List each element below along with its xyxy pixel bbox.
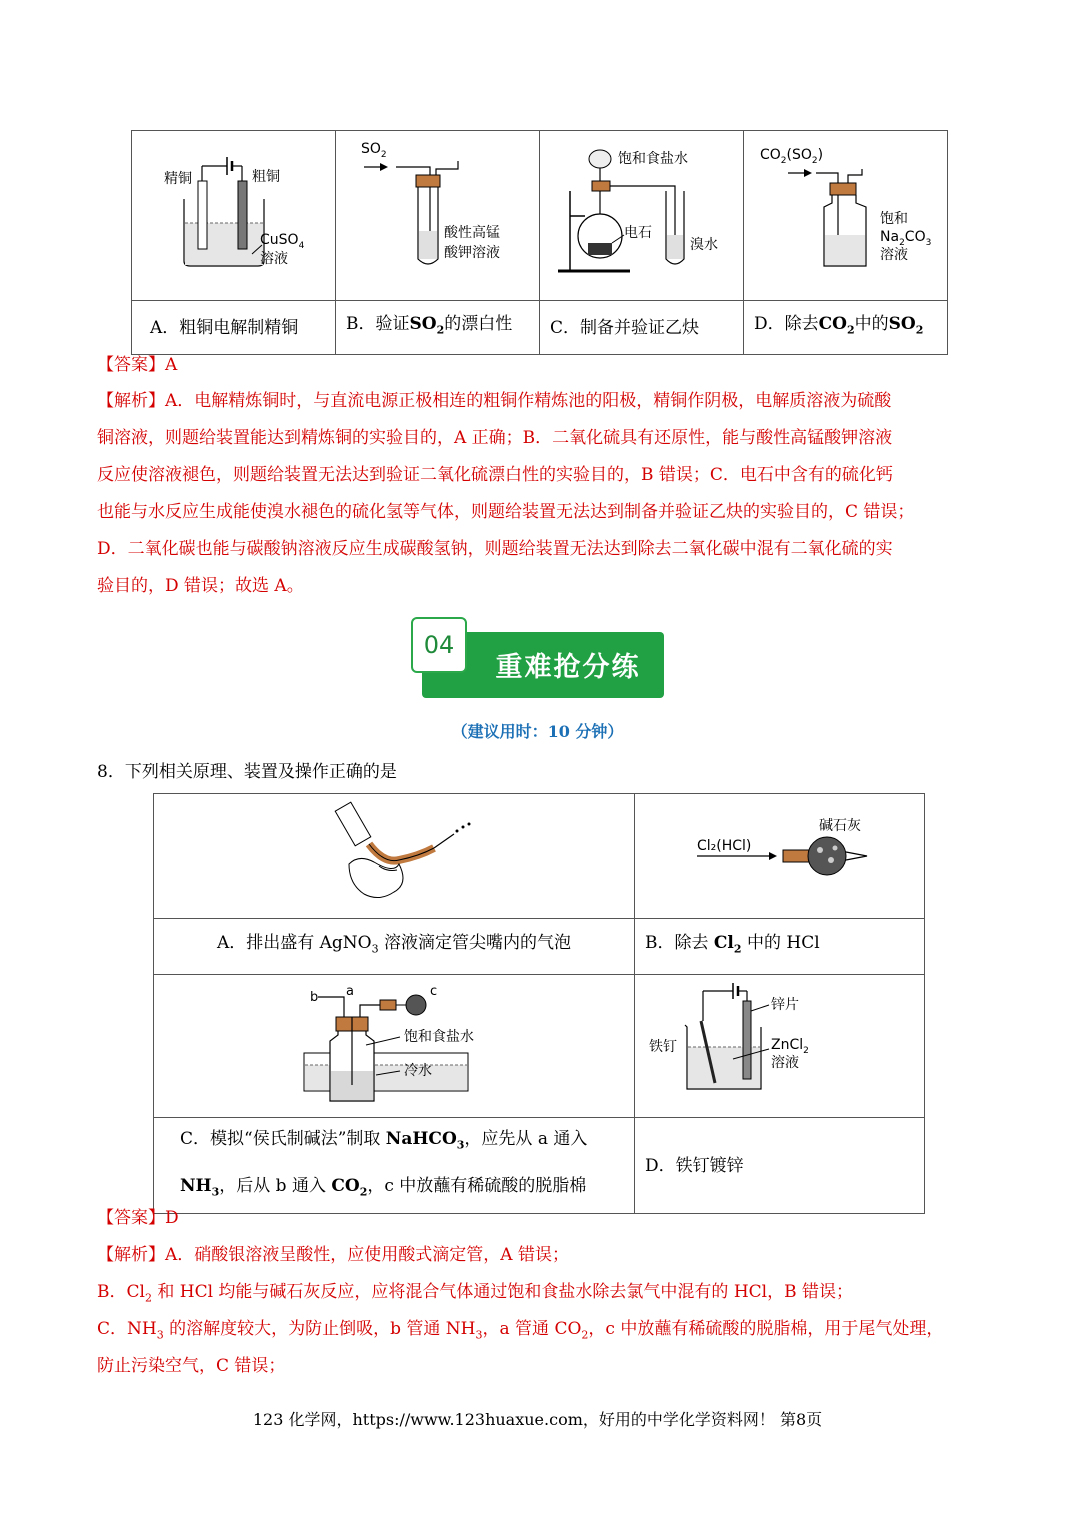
zncl2-solution-label: 溶液 (771, 1055, 799, 1071)
so2-test-tube-figure (336, 131, 539, 296)
q7-analysis-line-3: 反应使溶液褪色，则题给装置无法达到验证二氧化硫漂白性的实验目的，B 错误；C．电石中含有的硫化钙 (97, 465, 893, 485)
q8-caption-c-line1: C．模拟“侯氏制碱法”制取 NaHCO$_3$，应先从 a 通入 (180, 1129, 588, 1152)
section-number-badge: 04 (411, 617, 467, 673)
tube-b-label: b (310, 990, 319, 1005)
q8-figure-a (154, 794, 635, 919)
na2co3-label: $Na_2CO_3$ (880, 229, 932, 248)
q8-caption-d: D．铁钉镀锌 (635, 1118, 925, 1214)
q8-analysis-line-4: 防止污染空气，C 错误； (97, 1356, 286, 1376)
brine-label: 饱和食盐水 (618, 151, 688, 167)
q8-figure-c (154, 975, 635, 1118)
q7-caption-c: C．制备并验证乙炔 (540, 301, 744, 355)
zncl2-label: ZnCl$_2$ (771, 1037, 809, 1056)
q7-analysis-line-5: D．二氧化碳也能与碳酸钠溶液反应生成碳酸氢钠，则题给装置无法达到除去二氧化碳中混有二氧化硫的实 (97, 539, 893, 559)
q8-analysis-line-1: 【解析】A．硝酸银溶液呈酸性，应使用酸式滴定管，A 错误； (97, 1245, 569, 1265)
cuso4-label: CuSO$_4$ (260, 232, 305, 251)
crude-copper-label: 粗铜 (252, 169, 280, 185)
q7-analysis-line-2: 铜溶液，则题给装置能达到精炼铜的实验目的，A 正确；B．二氧化硫具有还原性，能与酸性高锰酸钾溶液 (97, 428, 893, 448)
bromine-water-label: 溴水 (690, 237, 718, 253)
page-footer: 123 化学网，https://www.123huaxue.com，好用的中学化学资料网！ 第8页 (252, 1410, 823, 1429)
cold-water-label: 冷水 (404, 1063, 432, 1079)
electrolysis-apparatus-figure (132, 131, 335, 296)
q8-figure-b (635, 794, 925, 919)
cl2-hcl-label: Cl₂(HCl) (697, 838, 752, 854)
hou-process-figure (154, 975, 634, 1113)
q8-answer: 【答案】D (97, 1208, 179, 1228)
q7-answer: 【答案】A (97, 355, 178, 375)
brine-solution-label: 饱和食盐水 (404, 1029, 474, 1045)
tube-a-label: a (346, 984, 354, 999)
time-suggestion: （建议用时：10 分钟） (451, 722, 624, 741)
drying-bulb-figure (635, 794, 924, 914)
saturated-label: 饱和 (880, 211, 908, 227)
q7-caption-d: D．除去$CO_2$中的$SO_2$ (744, 301, 948, 355)
q7-figure-a (132, 131, 336, 301)
q7-caption-b: B．验证$SO_2$的漂白性 (336, 301, 540, 355)
q7-figure-b (336, 131, 540, 301)
q8-caption-a: A．排出盛有 AgNO$_3$ 溶液滴定管尖嘴内的气泡 (154, 919, 635, 975)
kmno4-label-2: 酸钾溶液 (444, 245, 500, 261)
q7-analysis-line-4: 也能与水反应生成能使溴水褪色的硫化氢等气体，则题给装置无法达到制备并验证乙炔的实验目的，C 错误； (97, 502, 915, 522)
q8-analysis-line-2: B．$Cl_2$ 和 HCl 均能与碱石灰反应，应将混合气体通过饱和食盐水除去氯气中混有的 HCl，B 错误； (97, 1282, 853, 1305)
q8-caption-c-line2: $NH_3$，后从 b 通入 $CO_2$，c 中放蘸有稀硫酸的脱脂棉 (180, 1175, 587, 1198)
iron-nail-label: 铁钉 (649, 1039, 677, 1055)
fine-copper-label: 精铜 (164, 171, 192, 187)
kmno4-label-1: 酸性高锰 (444, 225, 500, 241)
q7-figure-c (540, 131, 744, 301)
q7-caption-a: A．粗铜电解制精铜 (132, 301, 336, 355)
q8-option-table (153, 793, 925, 1214)
soda-lime-label: 碱石灰 (819, 818, 861, 834)
tube-c-label: c (430, 984, 438, 999)
q7-figure-d (744, 131, 948, 301)
section-title: 重难抢分练 (495, 652, 641, 683)
so2-gas-label: $SO_2$ (361, 141, 387, 160)
co2-so2-gas-label: $CO_2(SO_2)$ (760, 147, 824, 166)
acetylene-generator-figure (540, 131, 743, 296)
burette-bubble-figure (154, 794, 634, 914)
q7-analysis-line-1: 【解析】A．电解精炼铜时，与直流电源正极相连的粗铜作精炼池的阳极，精铜作阴极，电解质溶液为硫酸 (97, 391, 892, 411)
calcium-carbide-label: 电石 (624, 225, 652, 241)
zinc-sheet-label: 锌片 (771, 997, 799, 1013)
q7-option-table (131, 130, 948, 355)
na2co3-solution-label: 溶液 (880, 247, 908, 263)
zinc-plating-figure (635, 975, 924, 1113)
q8-figure-d (635, 975, 925, 1118)
cuso4-solution-label: 溶液 (260, 251, 288, 267)
q8-stem: 8．下列相关原理、装置及操作正确的是 (97, 762, 397, 782)
q7-analysis-line-6: 验目的，D 错误；故选 A。 (97, 576, 304, 596)
q8-analysis-line-3: C．$NH_3$ 的溶解度较大，为防止倒吸，b 管通 $NH_3$，a 管通 $CO_2$，c 中放蘸有稀硫酸的脱脂棉，用于尾气处理， (97, 1319, 944, 1342)
q8-caption-b: B．除去 $Cl_2$ 中的 HCl (635, 919, 925, 975)
gas-washing-bottle-figure (744, 131, 947, 296)
